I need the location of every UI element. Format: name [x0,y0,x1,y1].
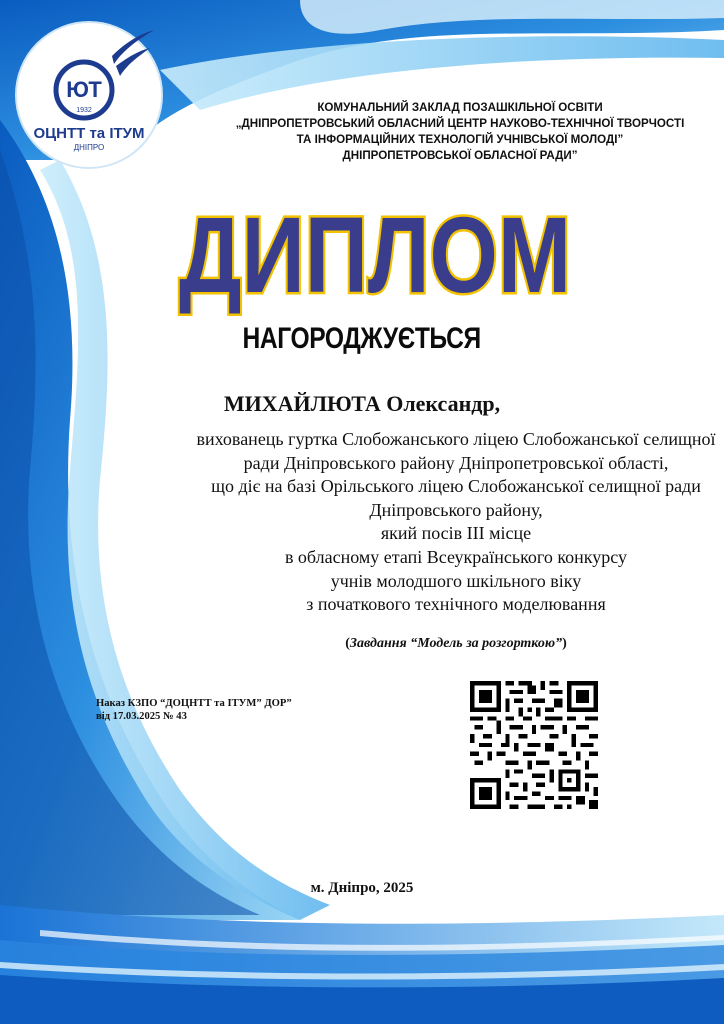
diploma-title-text: ДИПЛОМ [179,194,571,315]
award-description [196,428,716,617]
description-line: Дніпровського району, [369,499,543,520]
qr-code-icon[interactable] [470,681,598,809]
city-year: м. Дніпро, 2025 [310,880,414,896]
task-close: ) [562,636,567,651]
diploma-title [170,192,580,315]
task-label: Завдання [349,636,407,651]
logo-year: 1932 [76,107,92,114]
task-line [196,636,716,652]
award-verb: НАГОРОДЖУЄТЬСЯ [242,322,481,355]
description-line: в обласному етапі Всеукраїнського конкурсу [284,546,628,567]
logo-city: ДНІПРО [73,143,105,152]
description-line: ради Дніпровського району Дніпропетровської області, [243,452,669,473]
task-value: “Модель за розгорткою” [410,636,563,651]
order-reference [96,697,356,723]
organization-line: ДНІПРОПЕТРОВСЬКОЇ ОБЛАСНОЇ РАДИ” [342,149,578,162]
organization-line: ТА ІНФОРМАЦІЙНИХ ТЕХНОЛОГІЙ УЧНІВСЬКОЇ МОЛОДІ” [296,133,624,146]
organization-line: КОМУНАЛЬНИЙ ЗАКЛАД ПОЗАШКІЛЬНОЇ ОСВІТИ [317,101,603,114]
order-date: від 17.03.2025 № 43 [96,711,187,722]
description-line: учнів молодшого шкільного віку [330,570,582,591]
logo-emblem-text: ЮТ [66,77,102,102]
organization-line: „ДНІПРОПЕТРОВСЬКИЙ ОБЛАСНИЙ ЦЕНТР НАУКОВО-ТЕХНІЧНОЇ ТВОРЧОСТІ [235,117,685,130]
description-line: що діє на базі Орільського ліцею Слобожанської селищної ради [211,476,701,497]
description-line: який посів III місце [380,523,532,544]
task-open: ( [345,636,350,651]
recipient-name: МИХАЙЛЮТА Олександр, [223,391,501,416]
order-number: Наказ КЗПО “ДОЦНТТ та ІТУМ” ДОР” [96,698,292,709]
organization-header [200,100,720,164]
description-line: з початкового технічного моделювання [306,594,606,615]
description-line: вихованець гуртка Слобожанського ліцею Слобожанської селищної [196,429,716,449]
logo-name: ОЦНТТ та ІТУМ [33,125,145,142]
organization-logo [14,20,164,170]
